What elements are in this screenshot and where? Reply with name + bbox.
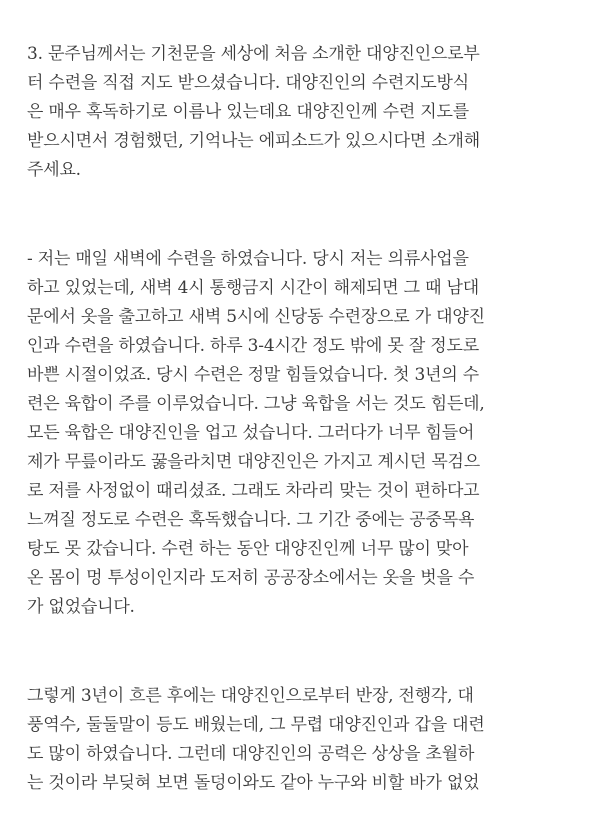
text-line: 도 많이 하였습니다. 그런데 대양진인의 공력은 상상을 초월하 (27, 744, 475, 764)
text-line: 로 저를 사정없이 때리셨죠. 그래도 차라리 맞는 것이 편하다고 (27, 481, 480, 501)
answer-paragraph-2 (27, 682, 577, 798)
text-line: 탕도 못 갔습니다. 수련 하는 동안 대양진인께 너무 많이 맞아 (27, 539, 469, 559)
text-line: 련은 육합이 주를 이루었습니다. 그냥 육합을 서는 것도 힘든데, (27, 394, 485, 414)
text-line: 는 것이라 부딪혀 보면 돌덩이와도 같아 누구와 비할 바가 없었 (27, 773, 480, 793)
text-line: - 저는 매일 새벽에 수련을 하였습니다. 당시 저는 의류사업을 (27, 249, 469, 269)
text-line: 주세요. (27, 160, 81, 180)
text-line: 온 몸이 멍 투성이인지라 도저히 공공장소에서는 옷을 벗을 수 (27, 568, 475, 588)
paragraph-spacer (27, 622, 577, 682)
text-line: 제가 무릎이라도 꿇을라치면 대양진인은 가지고 계시던 목검으 (27, 452, 480, 472)
paragraph-spacer (27, 185, 577, 245)
text-line: 느껴질 정도로 수련은 혹독했습니다. 그 기간 중에는 공중목욕 (27, 510, 475, 530)
text-line: 모든 육합은 대양진인을 업고 섰습니다. 그러다가 너무 힘들어 (27, 423, 475, 443)
text-line: 하고 있었는데, 새벽 4시 통행금지 시간이 해제되면 그 때 남대 (27, 278, 479, 298)
text-line: 바쁜 시절이었죠. 당시 수련은 정말 힘들었습니다. 첫 3년의 수 (27, 365, 479, 385)
text-line: 인과 수련을 하였습니다. 하루 3-4시간 정도 밖에 못 잘 정도로 (27, 336, 479, 356)
question-paragraph (27, 40, 577, 185)
answer-paragraph-1 (27, 245, 577, 622)
document-page (27, 40, 577, 798)
text-line: 받으시면서 경험했던, 기억나는 에피소드가 있으시다면 소개해 (27, 131, 480, 151)
text-line: 터 수련을 직접 지도 받으셨습니다. 대양진인의 수련지도방식 (27, 73, 469, 93)
text-line: 가 없었습니다. (27, 597, 135, 617)
text-line: 은 매우 혹독하기로 이름나 있는데요 대양진인께 수련 지도를 (27, 102, 469, 122)
text-line: 그렇게 3년이 흐른 후에는 대양진인으로부터 반장, 전행각, 대 (27, 686, 474, 706)
text-line: 문에서 옷을 출고하고 새벽 5시에 신당동 수련장으로 가 대양진 (27, 307, 485, 327)
text-line: 풍역수, 둘둘말이 등도 배웠는데, 그 무렵 대양진인과 갑을 대련 (27, 715, 485, 735)
text-line: 3. 문주님께서는 기천문을 세상에 처음 소개한 대양진인으로부 (27, 44, 480, 64)
